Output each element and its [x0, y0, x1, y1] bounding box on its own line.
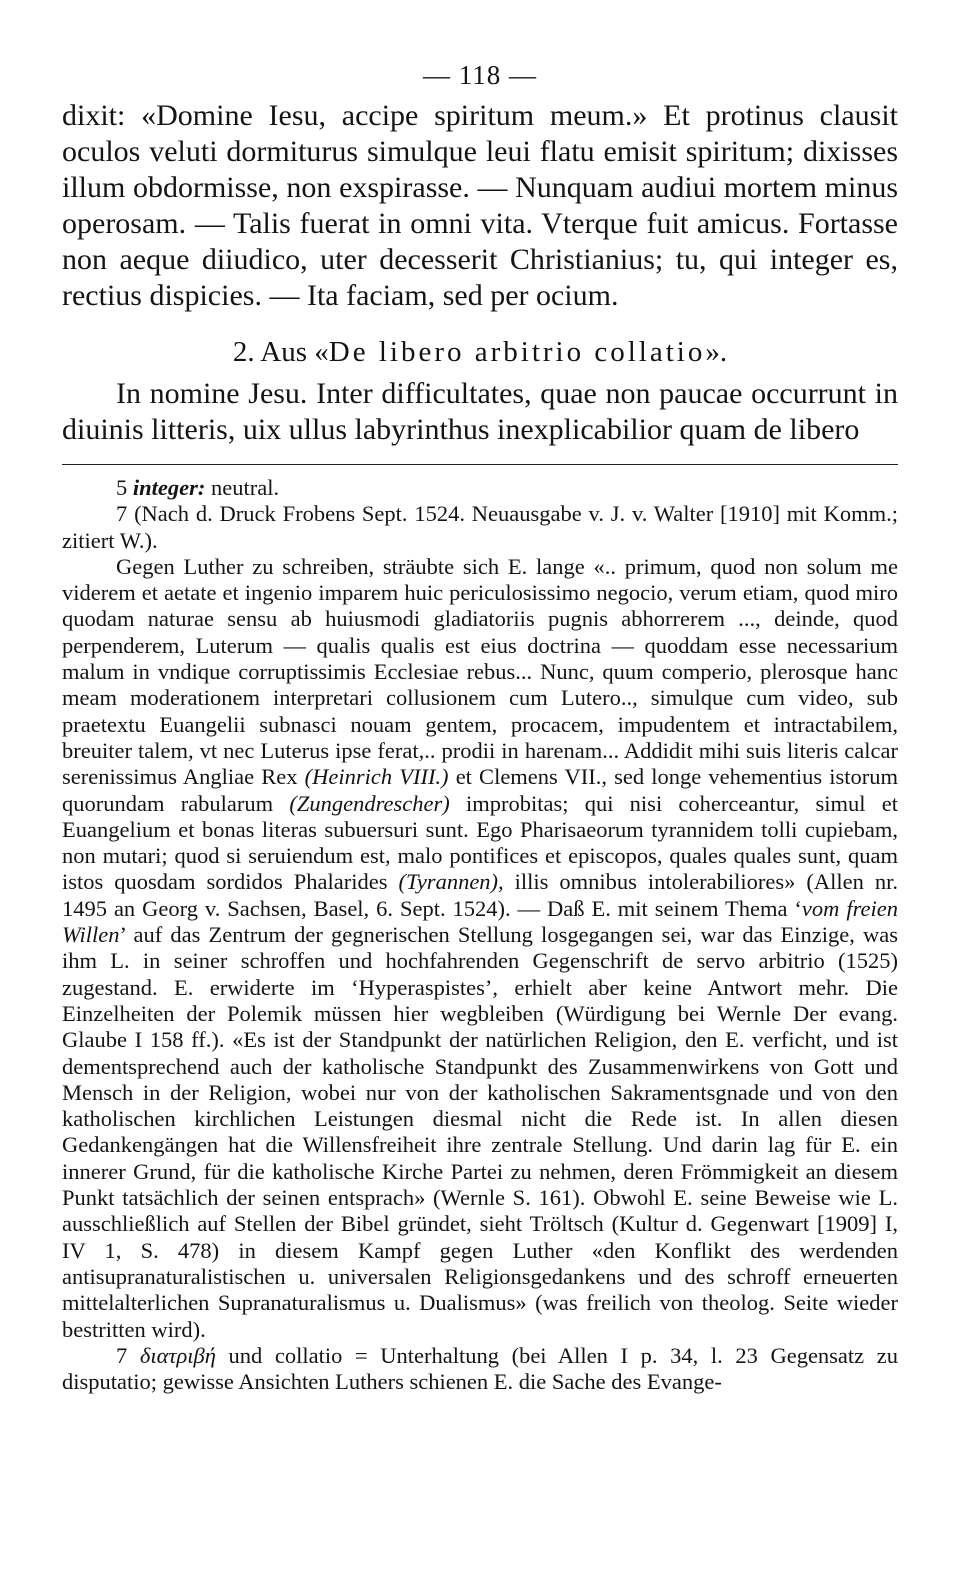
paragraph-2: In nomine Jesu. Inter difficultates, quae non paucae occurrunt in diuinis litteris, uix ullus labyrinthus inexplicabilior quam de libero: [62, 377, 898, 446]
note-commentary-italic-2: (Zungendrescher): [289, 790, 450, 816]
note-5-text: neutral.: [205, 475, 280, 500]
note-line-7: 7 (Nach d. Druck Frobens Sept. 1524. Neuausgabe v. J. v. Walter [1910] mit Komm.; zitiert W.).: [62, 501, 898, 553]
note-commentary-part-b: et Clemens VII., sed longe vehementius istorum quorundam rabularum: [62, 764, 898, 816]
note-line-5: [62, 475, 898, 501]
note-5-number: 5: [116, 475, 133, 500]
paragraph-1: dixit: «Domine Iesu, accipe spiritum meum.» Et protinus clausit oculos veluti dormiturus simulque leui flatu emisit spiritum; dixisses illum obdormisse, non exspirasse. — Nunquam audiui mortem minus operosam. — Talis fuerat in omni vita. Vterque fuit amicus. Fortasse non aeque diiudico, uter decesserit Christianius; tu, qui integer es, rectius dispicies. — Ita faciam, sed per ocium.: [62, 99, 898, 312]
note-7c-number: 7: [116, 1342, 140, 1368]
note-7c-greek-term: διατριβή: [139, 1342, 216, 1368]
heading-number: 2. Aus «: [232, 336, 329, 368]
note-5-term: integer:: [132, 475, 206, 500]
footnotes: [62, 475, 898, 1395]
note-commentary-part-d: illis omnibus intolerabiliores» (Allen nr. 1495 an Georg v. Sachsen, Basel, 6. Sept. 1524). — Daß E. mit seinem Thema ‘: [62, 869, 898, 921]
note-commentary-italic-4: vom freien Willen: [62, 895, 899, 948]
note-commentary-part-e: ’ auf das Zentrum der gegnerischen Stellung losgegangen sei, war das Einzige, was ihm L. in seiner schroffen und hochfahrenden Gegenschrift de servo arbitrio (1525) zugestand. E. erwiderte im ‘Hyperaspistes’, erhielt aber keine Antwort mehr. Die Einzelheiten der Polemik müssen hier wegbleiben (Würdigung bei Wernle Der evang. Glaube I 158 ff.). «Es ist der Standpunkt der natürlichen Religion, den E. verficht, und ist dementsprechend auch der katholische Standpunkt des Zusammenwirkens von Gott und Mensch in der Religion, wobei nur von der katholischen Sakramentsgnade und von den katholischen kirchlichen Leistungen diesmal nicht die Rede ist. In allen diesen Gedankengängen hat die Willensfreiheit ihre zentrale Stellung. Und darin lag für E. ein innerer Grund, für die katholische Kirche Partei zu nehmen, deren Frömmigkeit an diesem Punkt tatsächlich der seinen entsprach» (Wernle S. 161). Obwohl E. seine Beweise wie L. ausschließlich auf Stellen der Bibel gründet, sieht Tröltsch (Kultur d. Gegenwart [1909] I, IV 1, S. 478) in diesem Kampf gegen Luther «den Konflikt des werdenden antisupranaturalistischen u. universalen Religionsgedankens und des schroff erneuerten mittelalterlichen Supranaturalismus u. Dualismus» (was freilich von theolog. Seite wieder bestritten wird).: [62, 922, 898, 1342]
page-number: — 118 —: [423, 60, 537, 90]
section-heading: [62, 334, 898, 370]
note-7c-text: und collatio = Unterhaltung (bei Allen I p. 34, l. 23 Gegensatz zu disputatio; gewisse Ansichten Luthers schienen E. die Sache des Evange-: [62, 1342, 899, 1395]
main-text: [62, 98, 898, 448]
note-commentary-part-a: Gegen Luther zu schreiben, sträubte sich E. lange «.. primum, quod non solum me viderem et aetate et ingenio imparem huic periculosissimo negocio, verum etiam, quod miro quodam naturae sensu ab huiusmodi gladiatoriis pugnis abhorrerem ..., deinde, quod perpenderem, Luterum — qualis qualis est eius doctrina — quoddam esse necessarium malum in vndique corruptissimis Ecclesiae rebus... Nunc, quum comperio, plerosque hanc meam moderationem interpretari collusionem cum Lutero.., simulque cum video, sub praetextu Euangelii subnasci nouam gentem, procacem, impudentem et intractabilem, breuiter talem, vt nec Luterus ipse ferat,.. prodii in harenam... Addidit mihi suis literis calcar serenissimus Angliae Rex: [62, 553, 898, 790]
note-commentary-italic-1: (Heinrich VIII.): [304, 764, 449, 790]
note-line-7-greek: [62, 1343, 898, 1396]
note-commentary: [62, 554, 898, 1343]
heading-title: De libero arbitrio collatio: [328, 336, 706, 368]
note-commentary-italic-3: (Tyrannen),: [398, 869, 504, 895]
heading-close: ».: [705, 336, 728, 368]
note-commentary-part-c: improbitas; qui nisi coherceantur, simul et Euangelium et bonas literas subuersuri sunt. Ego Pharisaeorum tyrannidem tolli cupiebam, non mutari; quod si seruiendum est, malo pontifices et episcopos, quales quales sunt, quam istos quosdam sordidos Phalarides: [62, 790, 898, 895]
footnote-rule: [62, 464, 898, 465]
